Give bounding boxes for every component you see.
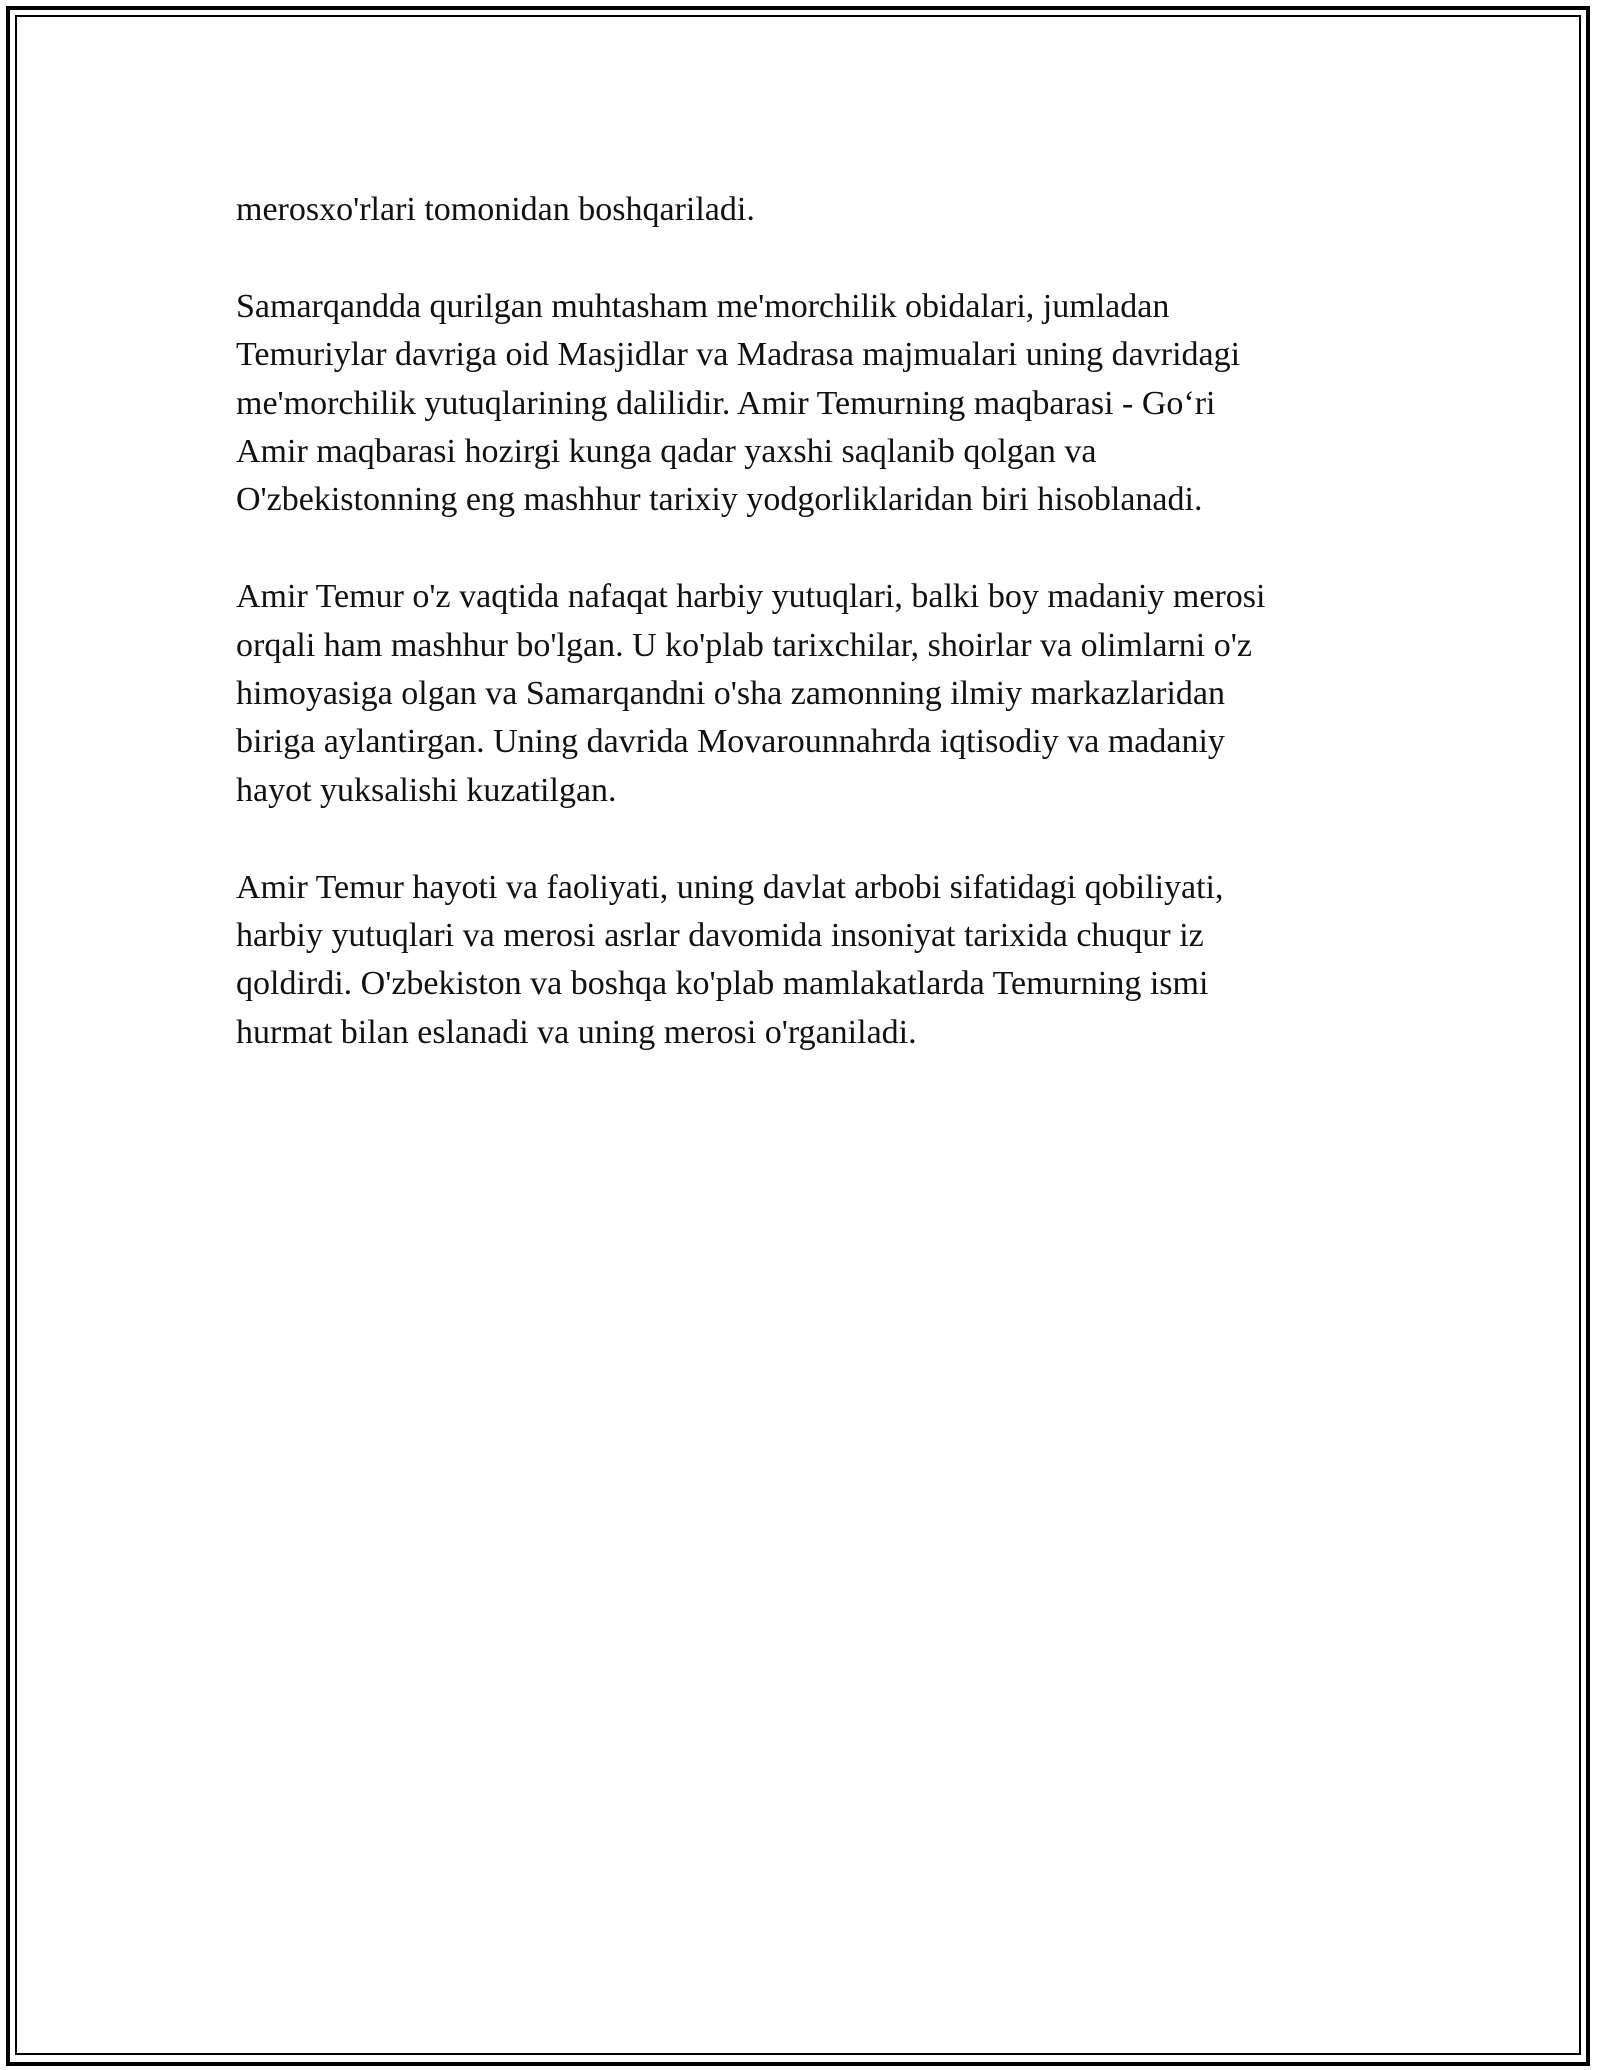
document-body	[236, 186, 1396, 1106]
text-line: merosxo'rlari tomonidan boshqariladi.	[236, 191, 755, 228]
text-line: Temuriylar davriga oid Masjidlar va Madrasa majmualari uning davridagi	[236, 336, 1241, 374]
paragraph-cultural-heritage	[236, 573, 1396, 815]
text-line: O'zbekistonning eng mashhur tarixiy yodgorliklaridan biri hisoblanadi.	[236, 481, 1203, 519]
text-line: Amir Temur o'z vaqtida nafaqat harbiy yutuqlari, balki boy madaniy merosi	[236, 578, 1266, 616]
text-line: Samarqandda qurilgan muhtasham me'morchilik obidalari, jumladan	[236, 287, 1170, 325]
text-line: harbiy yutuqlari va merosi asrlar davomida insoniyat tarixida chuqur iz	[236, 917, 1204, 955]
text-line: orqali ham mashhur bo'lgan. U ko'plab tarixchilar, shoirlar va olimlarni o'z	[236, 626, 1252, 664]
paragraph-continuation	[236, 186, 1396, 234]
text-line: biriga aylantirgan. Uning davrida Movarounnahrda iqtisodiy va madaniy	[236, 723, 1225, 761]
text-line: hayot yuksalishi kuzatilgan.	[236, 771, 617, 809]
text-line: Amir maqbarasi hozirgi kunga qadar yaxshi saqlanib qolgan va	[236, 433, 1097, 471]
paragraph-architecture	[236, 283, 1396, 525]
text-line: hurmat bilan eslanadi va uning merosi o'rganiladi.	[236, 1013, 917, 1051]
paragraph-legacy	[236, 864, 1396, 1058]
text-line: himoyasiga olgan va Samarqandni o'sha zamonning ilmiy markazlaridan	[236, 675, 1226, 713]
text-line: Amir Temur hayoti va faoliyati, uning davlat arbobi sifatidagi qobiliyati,	[236, 868, 1224, 906]
text-line: me'morchilik yutuqlarining dalilidir. Amir Temurning maqbarasi - Go‘ri	[236, 384, 1216, 422]
text-line: qoldirdi. O'zbekiston va boshqa ko'plab mamlakatlarda Temurning ismi	[236, 965, 1209, 1003]
